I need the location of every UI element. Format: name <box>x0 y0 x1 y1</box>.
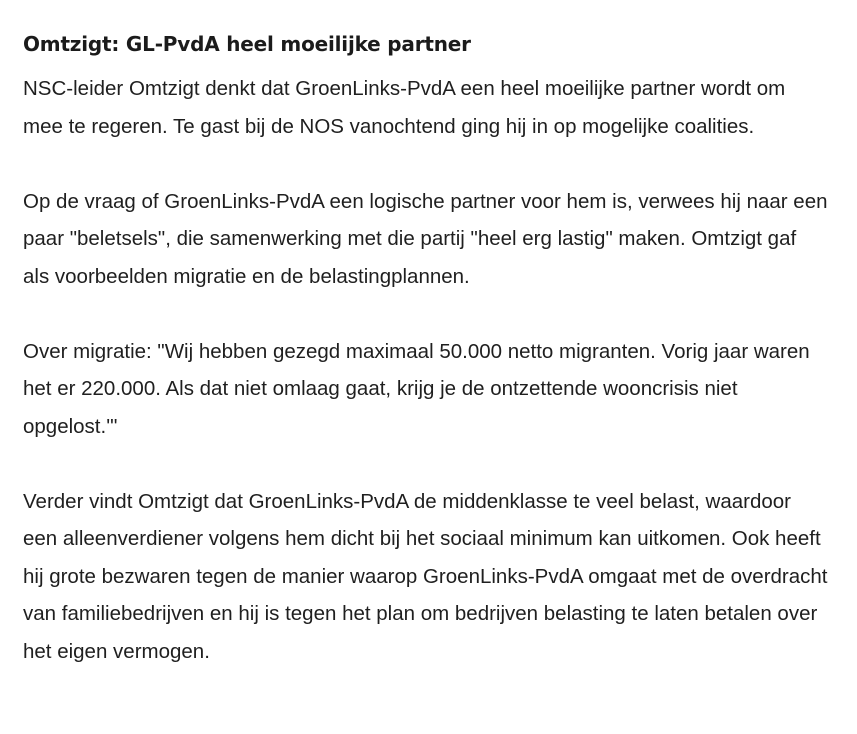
article-headline: Omtzigt: GL-PvdA heel moeilijke partner <box>23 32 471 56</box>
article-paragraph: Op de vraag of GroenLinks-PvdA een logische partner voor hem is, verwees hij naar een paar "beletsels", die samenwerking met die partij "heel erg lastig" maken. Omtzigt gaf als voorbeelden migratie en de belastingplannen. <box>23 189 828 288</box>
article-paragraph: Over migratie: "Wij hebben gezegd maximaal 50.000 netto migranten. Vorig jaar waren het er 220.000. Als dat niet omlaag gaat, krijg je de ontzettende wooncrisis niet opgelost.'" <box>23 339 810 438</box>
article-paragraph: Verder vindt Omtzigt dat GroenLinks-PvdA de middenklasse te veel belast, waardoor een alleenverdiener volgens hem dicht bij het sociaal minimum kan uitkomen. Ook heeft hij grote bezwaren tegen de manier waarop GroenLinks-PvdA omgaat met de overdracht van familiebedrijven en hij is tegen het plan om bedrijven belasting te laten betalen over het eigen vermogen. <box>23 489 828 663</box>
article-paragraph: NSC-leider Omtzigt denkt dat GroenLinks-PvdA een heel moeilijke partner wordt om mee te regeren. Te gast bij de NOS vanochtend ging hij in op mogelijke coalities. <box>23 77 786 138</box>
